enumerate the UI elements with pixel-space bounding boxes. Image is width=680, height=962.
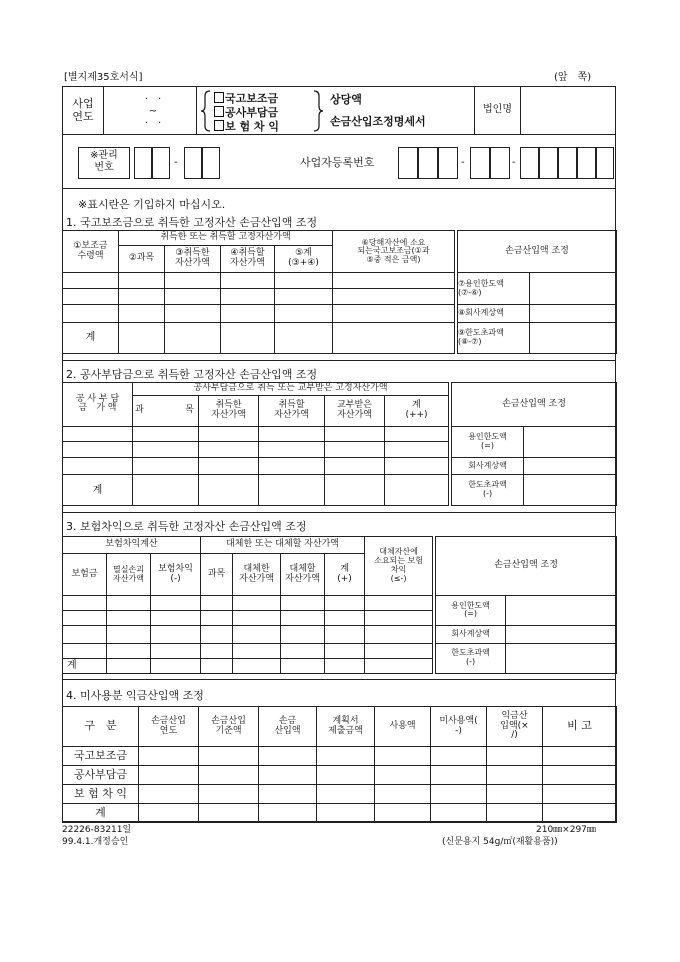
section3-table [62, 536, 617, 674]
section4-table [62, 706, 617, 823]
col-subsidy-received: ①보조금 수령액 [63, 231, 119, 273]
cell[interactable] [233, 595, 281, 610]
cell[interactable] [165, 273, 221, 289]
cell[interactable] [365, 658, 433, 673]
cell[interactable] [139, 785, 199, 804]
form-title-line2: 손금산입조정명세서 [330, 115, 426, 128]
cell[interactable] [63, 643, 107, 658]
cell[interactable] [375, 766, 431, 785]
cell[interactable] [259, 804, 317, 823]
limit-excess-value[interactable] [524, 475, 617, 506]
page-side-label: (앞 쪽) [554, 72, 592, 83]
checkbox-icon [214, 92, 224, 103]
biz-reg-number-input[interactable] [470, 147, 490, 179]
cell[interactable] [325, 595, 365, 610]
cell[interactable] [281, 610, 325, 625]
cell[interactable] [107, 658, 151, 673]
biz-reg-number-input[interactable] [596, 147, 614, 179]
allowed-limit-value[interactable] [506, 595, 617, 625]
col-required-subsidy: ⑥당해자산에 소요 되는국고보조금(①과 ⑤중 적은 금액) [333, 231, 455, 273]
col-sum: 계 (+) [325, 554, 365, 595]
cell[interactable] [165, 289, 221, 305]
section1-table [62, 230, 617, 354]
limit-excess-label: ⑨한도초과액 (⑧-⑦) [458, 322, 530, 353]
col-to-acquire-value: 취득할 자산가액 [259, 396, 325, 427]
cell[interactable] [259, 426, 325, 441]
date-separator: ~ [148, 106, 158, 117]
biz-reg-number-input[interactable] [438, 147, 458, 179]
section4-title: 4. 미사용분 익금산입액 조정 [66, 689, 204, 702]
cell[interactable] [63, 442, 133, 457]
cell[interactable] [107, 595, 151, 610]
cell[interactable] [365, 626, 433, 643]
cell[interactable] [133, 457, 199, 475]
col-group-insurance-gain: 보험차익계산 [63, 537, 201, 554]
col-subject: ②과목 [119, 245, 165, 273]
right-brace-icon [312, 90, 324, 132]
col-category: 구 분 [63, 707, 139, 747]
col-acquired-value: 취득한 자산가액 [199, 396, 259, 427]
cell[interactable] [259, 785, 317, 804]
col-plan-amount: 계획서 제출금액 [317, 707, 375, 747]
cell[interactable] [431, 804, 487, 823]
row-label-national-subsidy: 국고보조금 [63, 747, 139, 766]
allowed-limit-label: 용인한도액 (=) [436, 595, 506, 625]
dash: - [512, 157, 516, 168]
col-to-replace-value: 대체할 자산가액 [281, 554, 325, 595]
row-label-total: 계 [63, 804, 139, 823]
cell[interactable] [259, 442, 325, 457]
dash: - [461, 157, 465, 168]
cell[interactable] [107, 610, 151, 625]
cell[interactable] [233, 626, 281, 643]
checkbox-label: 보 험 차 익 [225, 120, 279, 133]
cell[interactable] [543, 766, 617, 785]
cell[interactable] [317, 766, 375, 785]
section1-title: 1. 국고보조금으로 취득한 고정자산 손금산입액 조정 [66, 216, 318, 229]
checkbox-icon [214, 120, 224, 131]
row-label-construction: 공사부담금 [63, 766, 139, 785]
management-number-input[interactable] [152, 147, 170, 179]
section3-title: 3. 보험차익으로 취득한 고정자산 손금산입액 조정 [66, 520, 307, 533]
cell[interactable] [333, 273, 455, 289]
cell[interactable] [333, 289, 455, 305]
cell[interactable] [63, 457, 133, 475]
col-contribution-amount: 공 사 부 담 금 가 액 [63, 383, 133, 427]
cell[interactable] [281, 643, 325, 658]
col-acquired-value: ③취득한 자산가액 [165, 245, 221, 273]
cell[interactable] [259, 766, 317, 785]
cell[interactable] [259, 475, 325, 506]
allowed-limit-label: ⑦용인한도액 (⑦-⑥) [458, 273, 530, 304]
section-divider [62, 679, 616, 680]
management-number-label: ※관리 번호 [90, 150, 118, 173]
cell[interactable] [133, 475, 199, 506]
col-insurance-amount: 보험금 [63, 554, 107, 595]
cell[interactable] [275, 322, 333, 353]
cell[interactable] [325, 643, 365, 658]
adjustment-header: 손금산입액 조정 [452, 383, 617, 427]
cell[interactable] [221, 273, 275, 289]
col-subject: 과목 [201, 554, 233, 595]
total-label: 계 [63, 475, 133, 506]
col-insurance-gain: 보험차익 (-) [151, 554, 201, 595]
cell[interactable] [221, 322, 275, 353]
limit-excess-label: 한도초과액 (-) [436, 643, 506, 673]
cell[interactable] [133, 426, 199, 441]
cell[interactable] [201, 658, 233, 673]
cell[interactable] [233, 643, 281, 658]
form-title-line1: 상당액 [330, 93, 362, 106]
cell[interactable] [221, 304, 275, 322]
cell[interactable] [199, 442, 259, 457]
corp-name-label: 법인명 [483, 104, 512, 115]
allowed-limit-label: 용인한도액 (=) [452, 426, 524, 457]
cell[interactable] [63, 289, 119, 305]
cell[interactable] [199, 426, 259, 441]
cell[interactable] [325, 610, 365, 625]
col-lost-asset-value: 멸실손괴 자산가액 [107, 554, 151, 595]
cell[interactable] [133, 442, 199, 457]
section-divider [62, 512, 616, 513]
cell[interactable] [151, 626, 201, 643]
cell[interactable] [221, 289, 275, 305]
cell[interactable] [325, 426, 385, 441]
company-booked-value[interactable] [506, 626, 617, 643]
limit-excess-label: 한도초과액 (-) [452, 475, 524, 506]
cell[interactable] [431, 766, 487, 785]
biz-reg-number-input[interactable] [539, 147, 558, 179]
cell[interactable] [259, 457, 325, 475]
biz-reg-number-label: 사업자등록번호 [300, 156, 375, 169]
col-gain-for-replacement: 대체자산에 소요되는 보험 차익 (≤-) [365, 537, 433, 596]
cell[interactable] [385, 475, 449, 506]
cell[interactable] [325, 626, 365, 643]
cell[interactable] [201, 610, 233, 625]
section-divider [62, 360, 616, 361]
col-subject [133, 396, 199, 427]
cell[interactable] [365, 595, 433, 610]
col-used-amount: 사용액 [375, 707, 431, 747]
cell[interactable] [375, 785, 431, 804]
limit-excess-value[interactable] [506, 643, 617, 673]
year-start-date[interactable]: · · [144, 94, 162, 105]
row-divider [62, 188, 616, 189]
cell[interactable] [543, 785, 617, 804]
biz-reg-number-input[interactable] [558, 147, 577, 179]
cell[interactable] [165, 322, 221, 353]
cell[interactable] [63, 626, 107, 643]
cell[interactable] [487, 804, 543, 823]
cell[interactable] [431, 785, 487, 804]
cell[interactable] [431, 747, 487, 766]
cell[interactable] [317, 804, 375, 823]
cell[interactable] [385, 457, 449, 475]
cell[interactable] [119, 289, 165, 305]
cell[interactable] [375, 804, 431, 823]
cell[interactable] [63, 610, 107, 625]
cell[interactable] [375, 747, 431, 766]
cell[interactable] [139, 747, 199, 766]
cell[interactable] [139, 766, 199, 785]
col-to-acquire-value: ④취득할 자산가액 [221, 245, 275, 273]
cell[interactable] [201, 595, 233, 610]
cell[interactable] [275, 304, 333, 322]
company-booked-label: ⑧회사계상액 [458, 304, 530, 322]
cell[interactable] [487, 766, 543, 785]
cell[interactable] [281, 658, 325, 673]
checkbox-icon [214, 106, 224, 117]
cell[interactable] [151, 595, 201, 610]
cell[interactable] [333, 322, 455, 353]
cell[interactable] [139, 804, 199, 823]
cell[interactable] [317, 747, 375, 766]
corp-name-field[interactable] [522, 88, 614, 132]
allowed-limit-value[interactable] [530, 273, 617, 304]
cell[interactable] [281, 626, 325, 643]
cell[interactable] [385, 442, 449, 457]
col-deduction-amount: 손금 산입액 [259, 707, 317, 747]
section2-table [62, 382, 617, 506]
cell[interactable] [119, 273, 165, 289]
col-deduction-year: 손금산입 연도 [139, 707, 199, 747]
col-granted-value: 교부받은 자산가액 [325, 396, 385, 427]
cell[interactable] [199, 804, 259, 823]
management-number-input[interactable] [202, 147, 220, 179]
form-code: 22226-83211일 [62, 825, 132, 835]
col-replaced-value: 대체한 자산가액 [233, 554, 281, 595]
cell[interactable] [201, 643, 233, 658]
col-deduction-base: 손금산입 기준액 [199, 707, 259, 747]
biz-reg-number-input[interactable] [398, 147, 418, 179]
row-label-insurance: 보 험 차 익 [63, 785, 139, 804]
header-divider [62, 134, 616, 135]
cell[interactable] [259, 747, 317, 766]
cell[interactable] [281, 595, 325, 610]
cell[interactable] [487, 785, 543, 804]
cell[interactable] [543, 804, 617, 823]
cell[interactable] [325, 442, 385, 457]
cell[interactable] [63, 304, 119, 322]
cell[interactable] [325, 457, 385, 475]
cell[interactable] [199, 766, 259, 785]
cell[interactable] [63, 426, 133, 441]
cell[interactable] [151, 643, 201, 658]
cell[interactable] [199, 457, 259, 475]
col-sum: 계 (++) [385, 396, 449, 427]
col-sum: ⑤계 (③+④) [275, 245, 333, 273]
cell[interactable] [325, 475, 385, 506]
header-divider [103, 86, 104, 134]
cell[interactable] [233, 658, 281, 673]
cell[interactable] [275, 273, 333, 289]
year-end-date[interactable]: · · [144, 118, 162, 129]
header-divider [196, 86, 197, 134]
cell[interactable] [543, 747, 617, 766]
col-group-replacement-asset: 대체한 또는 대체할 자산가액 [201, 537, 365, 554]
business-year-label: 사업 연도 [72, 97, 94, 123]
cell[interactable] [201, 626, 233, 643]
company-booked-value[interactable] [524, 457, 617, 475]
cell[interactable] [317, 785, 375, 804]
cell[interactable] [233, 610, 281, 625]
management-number-input[interactable] [134, 147, 152, 179]
paper-size: 210㎜×297㎜ [536, 825, 596, 835]
management-number-input[interactable] [184, 147, 202, 179]
adjustment-header: 손금산입액 조정 [458, 231, 617, 273]
header-divider [520, 86, 521, 134]
col-remarks: 비 고 [543, 707, 617, 747]
cell[interactable] [107, 626, 151, 643]
cell[interactable] [365, 643, 433, 658]
cell[interactable] [63, 273, 119, 289]
cell[interactable] [119, 322, 165, 353]
checkbox-national-subsidy[interactable] [214, 92, 278, 106]
total-label: 계 [63, 322, 119, 353]
limit-excess-value[interactable] [530, 322, 617, 353]
allowed-limit-value[interactable] [524, 426, 617, 457]
revision-approval: 99.4.1.개정승인 [62, 837, 129, 847]
note-text: ※표시란은 기입하지 마십시오. [78, 198, 226, 211]
cell[interactable] [325, 658, 365, 673]
cell[interactable] [63, 595, 107, 610]
col-income-inclusion: 익금산 입액(× /) [487, 707, 543, 747]
cell[interactable] [333, 304, 455, 322]
left-brace-icon [200, 90, 212, 132]
paper-spec: (신문용지 54g/㎡(재활용품)) [442, 837, 558, 847]
cell[interactable] [487, 747, 543, 766]
biz-reg-number-input[interactable] [577, 147, 596, 179]
checkbox-label: 국고보조금 [225, 92, 279, 105]
cell[interactable] [119, 304, 165, 322]
col-subject-part2: 목 [185, 405, 194, 416]
cell[interactable] [165, 304, 221, 322]
company-booked-value[interactable] [530, 304, 617, 322]
adjustment-header: 손금산입액 조정 [436, 537, 617, 596]
total-label: 계 [63, 658, 107, 673]
cell[interactable] [385, 426, 449, 441]
biz-reg-number-input[interactable] [490, 147, 510, 179]
cell[interactable] [107, 643, 151, 658]
cell[interactable] [199, 475, 259, 506]
cell[interactable] [365, 610, 433, 625]
company-booked-label: 회사계상액 [452, 457, 524, 475]
biz-reg-number-input[interactable] [418, 147, 438, 179]
checkbox-construction-contribution[interactable] [214, 106, 278, 120]
cell[interactable] [275, 289, 333, 305]
header-divider [474, 86, 475, 134]
cell[interactable] [199, 785, 259, 804]
checkbox-label: 공사부담금 [225, 106, 279, 119]
checkbox-insurance-gain[interactable] [214, 120, 279, 134]
company-booked-label: 회사계상액 [436, 626, 506, 643]
form-reference: [별지제35호서식] [64, 72, 143, 83]
col-group-asset-value: 취득한 또는 취득할 고정자산가액 [119, 231, 333, 246]
col-group-contribution-asset: 공사부담금으로 취득 또는 교부받은 고정자산가액 [133, 383, 449, 396]
cell[interactable] [151, 658, 201, 673]
cell[interactable] [151, 610, 201, 625]
section2-title: 2. 공사부담금으로 취득한 고정자산 손금산입액 조정 [66, 368, 318, 381]
biz-reg-number-input[interactable] [520, 147, 539, 179]
col-unused-amount: 미사용액( -) [431, 707, 487, 747]
col-subject-part1: 과 [135, 405, 144, 416]
dash: - [174, 157, 178, 168]
cell[interactable] [199, 747, 259, 766]
